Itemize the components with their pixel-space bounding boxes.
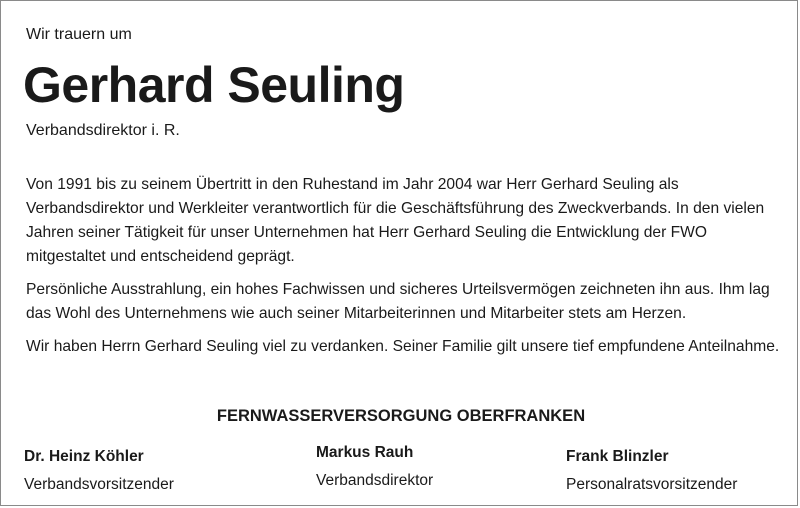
signatory-role: Personalratsvorsitzender <box>566 476 738 493</box>
body-paragraph: Persönliche Ausstrahlung, ein hohes Fachwissen und sicheres Urteilsvermögen zeichneten ihn aus. Ihm lag das Wohl des Unternehmens wie auch seiner Mitarbeiterinnen und Mitarbeiter stets am Herzen. <box>26 281 770 322</box>
deceased-name: Gerhard Seuling <box>23 57 405 113</box>
signatory-role: Verbandsdirektor <box>316 472 434 489</box>
body-paragraph: Von 1991 bis zu seinem Übertritt in den Ruhestand im Jahr 2004 war Herr Gerhard Seuling als Verbandsdirektor und Werkleiter verantwortlich für die Geschäftsführung des Zweckverbands. In den vielen Jahren seiner Tätigkeit für unser Unternehmen hat Herr Gerhard Seuling die Entwicklung der FWO mitgestaltet und entscheidend geprägt. <box>26 176 765 265</box>
signatory-name: Dr. Heinz Köhler <box>24 448 144 465</box>
intro-text: Wir trauern um <box>26 26 132 43</box>
deceased-title: Verbandsdirektor i. R. <box>26 122 180 139</box>
signatory-name: Markus Rauh <box>316 444 414 461</box>
notice-body <box>26 173 786 368</box>
body-paragraph: Wir haben Herrn Gerhard Seuling viel zu verdanken. Seiner Familie gilt unsere tief empfundene Anteilnahme. <box>26 338 780 355</box>
signatory-name: Frank Blinzler <box>566 448 669 465</box>
signatory <box>24 446 174 496</box>
signatory <box>566 446 737 496</box>
organization-name: FERNWASSERVERSORGUNG OBERFRANKEN <box>216 407 586 425</box>
signatory-role: Verbandsvorsitzender <box>24 476 174 493</box>
signatory <box>316 442 433 492</box>
